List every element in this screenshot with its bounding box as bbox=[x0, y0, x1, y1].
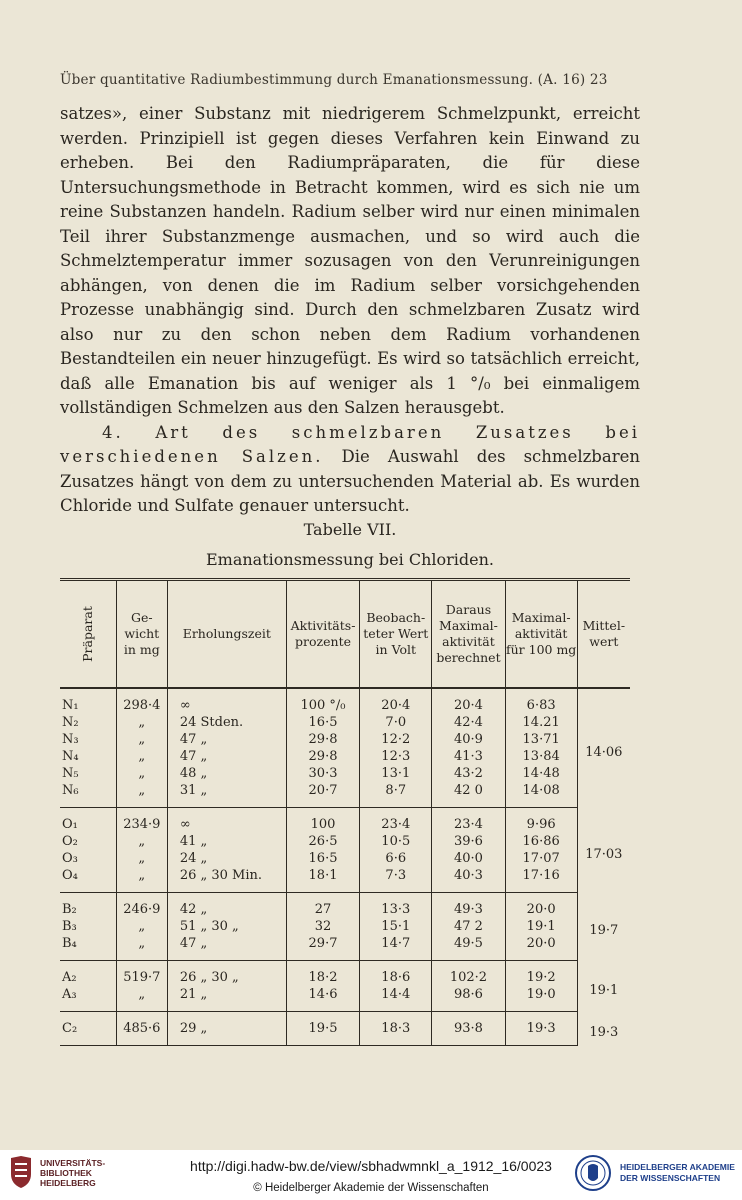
cell-max: 14·48 bbox=[505, 765, 577, 782]
cell-daraus: 98·6 bbox=[432, 986, 505, 1003]
cell-beob: 12·3 bbox=[360, 748, 432, 765]
table-row bbox=[60, 782, 630, 799]
table-row bbox=[60, 697, 630, 714]
cell-max: 19·0 bbox=[505, 986, 577, 1003]
cell-prep: B₃ bbox=[62, 919, 77, 934]
data-table bbox=[60, 578, 630, 1046]
cell-gew: „ bbox=[116, 850, 167, 867]
cell-prep: N₄ bbox=[62, 749, 79, 764]
group-end bbox=[60, 884, 630, 893]
cell-gew: „ bbox=[116, 867, 167, 884]
group-spacer bbox=[60, 808, 630, 817]
cell-daraus: 43·2 bbox=[432, 765, 505, 782]
table-row bbox=[60, 748, 630, 765]
cell-daraus: 39·6 bbox=[432, 833, 505, 850]
cell-daraus: 102·2 bbox=[432, 969, 505, 986]
cell-zeit: 24 „ bbox=[167, 850, 286, 867]
cell-prep: A₃ bbox=[62, 987, 77, 1002]
cell-prep: N₁ bbox=[62, 698, 79, 713]
cell-daraus: 47 2 bbox=[432, 918, 505, 935]
cell-gew: „ bbox=[116, 714, 167, 731]
cell-prep: N₅ bbox=[62, 766, 79, 781]
cell-max: 17·16 bbox=[505, 867, 577, 884]
cell-max: 20·0 bbox=[505, 901, 577, 918]
cell-gew: 485·6 bbox=[116, 1020, 167, 1037]
header-erholungszeit: Erholungszeit bbox=[167, 580, 286, 689]
cell-prep: B₂ bbox=[62, 902, 77, 917]
cell-gew: 298·4 bbox=[116, 697, 167, 714]
cell-mittelwert: 19·1 bbox=[577, 969, 630, 1012]
table-row bbox=[60, 918, 630, 935]
cell-mittelwert: 19·3 bbox=[577, 1020, 630, 1046]
group-spacer bbox=[60, 961, 630, 970]
cell-akt: 16·5 bbox=[286, 850, 360, 867]
cell-prep: N₂ bbox=[62, 715, 79, 730]
table-row bbox=[60, 1020, 630, 1037]
table-row bbox=[60, 850, 630, 867]
cell-akt: 29·8 bbox=[286, 748, 360, 765]
cell-akt: 19·5 bbox=[286, 1020, 360, 1037]
cell-gew: „ bbox=[116, 986, 167, 1003]
section-heading-4: 4. Art des schmelzbaren Zusatzes bei verschiedenen Salzen. bbox=[60, 422, 640, 466]
cell-max: 6·83 bbox=[505, 697, 577, 714]
cell-gew: „ bbox=[116, 782, 167, 799]
table-row bbox=[60, 714, 630, 731]
cell-daraus: 20·4 bbox=[432, 697, 505, 714]
cell-beob: 20·4 bbox=[360, 697, 432, 714]
cell-max: 17·07 bbox=[505, 850, 577, 867]
cell-akt: 18·2 bbox=[286, 969, 360, 986]
cell-daraus: 23·4 bbox=[432, 816, 505, 833]
academy-seal-icon bbox=[574, 1154, 612, 1192]
cell-gew: 234·9 bbox=[116, 816, 167, 833]
cell-beob: 18·6 bbox=[360, 969, 432, 986]
header-mittel: Mittel- wert bbox=[577, 580, 630, 689]
cell-prep: O₃ bbox=[62, 851, 78, 866]
cell-akt: 30·3 bbox=[286, 765, 360, 782]
cell-max: 14·08 bbox=[505, 782, 577, 799]
body-text bbox=[60, 102, 640, 519]
header-gewicht: Ge- wicht in mg bbox=[116, 580, 167, 689]
table-title: Tabelle VII. bbox=[303, 520, 397, 539]
cell-zeit: 42 „ bbox=[167, 901, 286, 918]
paragraph-1: satzes», einer Substanz mit niedrigerem Schmelzpunkt, erreicht werden. Prinzipiell ist gegen dieses Verfahren kein Einwand zu erheben. Bei den Radiumpräparaten, die für diese Untersuchungsmethode in Betracht kommen, wird es sich nie um reine Substanzen handeln. Radium selber wird nur einen minimalen Teil ihrer Substanzmenge ausmachen, und so wird auch die Schmelztemperatur immer sozusagen von den Verunreinigungen abhängen, von denen die im Radium selber vorsichgehenden Prozesse unabhängig sind. Durch den schmelzbaren Zusatz wird also nur zu den schon neben dem Radium vorhandenen Bestandteilen ein neuer hinzugefügt. Es wird so tatsächlich erreicht, daß alle Emanation bis auf weniger als 1 °/₀ bei einmaligem vollständigen Schmelzen aus den Salzen herausgebt. bbox=[60, 104, 640, 417]
cell-akt: 32 bbox=[286, 918, 360, 935]
cell-beob: 10·5 bbox=[360, 833, 432, 850]
cell-mittelwert: 14·06 bbox=[577, 697, 630, 808]
cell-prep: N₃ bbox=[62, 732, 79, 747]
cell-gew: „ bbox=[116, 765, 167, 782]
cell-akt: 16·5 bbox=[286, 714, 360, 731]
cell-max: 19·3 bbox=[505, 1020, 577, 1037]
group-end bbox=[60, 1003, 630, 1012]
cell-gew: „ bbox=[116, 935, 167, 952]
group-end bbox=[60, 1037, 630, 1046]
table-body bbox=[60, 688, 630, 1046]
cell-max: 13·71 bbox=[505, 731, 577, 748]
table-row bbox=[60, 935, 630, 952]
cell-akt: 14·6 bbox=[286, 986, 360, 1003]
cell-max: 19·2 bbox=[505, 969, 577, 986]
cell-beob: 15·1 bbox=[360, 918, 432, 935]
cell-zeit: 41 „ bbox=[167, 833, 286, 850]
cell-mittelwert: 19·7 bbox=[577, 901, 630, 961]
cell-gew: „ bbox=[116, 918, 167, 935]
cell-zeit: 24 Stden. bbox=[167, 714, 286, 731]
cell-prep: O₄ bbox=[62, 868, 78, 883]
cell-prep: C₂ bbox=[62, 1021, 78, 1036]
cell-zeit: 31 „ bbox=[167, 782, 286, 799]
cell-gew: „ bbox=[116, 748, 167, 765]
academy-text: HEIDELBERGER AKADEMIE DER WISSENSCHAFTEN bbox=[620, 1162, 735, 1183]
cell-max: 16·86 bbox=[505, 833, 577, 850]
cell-mittelwert: 17·03 bbox=[577, 816, 630, 893]
cell-beob: 12·2 bbox=[360, 731, 432, 748]
cell-zeit: 48 „ bbox=[167, 765, 286, 782]
cell-prep: O₁ bbox=[62, 817, 78, 832]
cell-akt: 100 °/₀ bbox=[286, 697, 360, 714]
cell-prep: O₂ bbox=[62, 834, 78, 849]
cell-beob: 6·6 bbox=[360, 850, 432, 867]
header-daraus: Daraus Maximal- aktivität berechnet bbox=[432, 580, 505, 689]
cell-gew: „ bbox=[116, 833, 167, 850]
cell-daraus: 40·3 bbox=[432, 867, 505, 884]
paragraph-2 bbox=[60, 421, 640, 519]
cell-daraus: 93·8 bbox=[432, 1020, 505, 1037]
cell-akt: 26·5 bbox=[286, 833, 360, 850]
table-row bbox=[60, 833, 630, 850]
table-row bbox=[60, 969, 630, 986]
table-row bbox=[60, 816, 630, 833]
cell-daraus: 49·5 bbox=[432, 935, 505, 952]
cell-daraus: 40·9 bbox=[432, 731, 505, 748]
cell-akt: 29·8 bbox=[286, 731, 360, 748]
cell-beob: 14·7 bbox=[360, 935, 432, 952]
cell-akt: 20·7 bbox=[286, 782, 360, 799]
cell-beob: 7·3 bbox=[360, 867, 432, 884]
table-row bbox=[60, 901, 630, 918]
cell-daraus: 41·3 bbox=[432, 748, 505, 765]
table-row bbox=[60, 867, 630, 884]
paragraph-2-text: Die Auswahl des schmelzbaren Zusatzes hängt von dem zu untersuchenden Material ab. Es wurden Chloride und Sulfate genauer untersucht. bbox=[60, 447, 640, 515]
cell-zeit: 21 „ bbox=[167, 986, 286, 1003]
cell-prep: B₄ bbox=[62, 936, 77, 951]
cell-beob: 23·4 bbox=[360, 816, 432, 833]
permalink-url[interactable]: http://digi.hadw-bw.de/view/sbhadwmnkl_a_1912_16/0023 bbox=[190, 1158, 552, 1174]
cell-zeit: ∞ bbox=[167, 816, 286, 833]
footer-bar bbox=[0, 1150, 742, 1200]
header-praeparat: Präparat bbox=[60, 580, 116, 689]
cell-prep: N₆ bbox=[62, 783, 79, 798]
cell-zeit: ∞ bbox=[167, 697, 286, 714]
cell-beob: 8·7 bbox=[360, 782, 432, 799]
cell-zeit: 29 „ bbox=[167, 1020, 286, 1037]
group-spacer bbox=[60, 688, 630, 697]
running-head: Über quantitative Radiumbestimmung durch Emanationsmessung. (A. 16) 23 bbox=[60, 72, 608, 88]
cell-gew: 519·7 bbox=[116, 969, 167, 986]
cell-zeit: 26 „ 30 Min. bbox=[167, 867, 286, 884]
cell-zeit: 47 „ bbox=[167, 935, 286, 952]
cell-akt: 29·7 bbox=[286, 935, 360, 952]
cell-max: 19·1 bbox=[505, 918, 577, 935]
cell-max: 13·84 bbox=[505, 748, 577, 765]
header-beobachtet: Beobach- teter Wert in Volt bbox=[360, 580, 432, 689]
cell-max: 9·96 bbox=[505, 816, 577, 833]
group-end bbox=[60, 799, 630, 808]
cell-beob: 13·1 bbox=[360, 765, 432, 782]
cell-max: 14.21 bbox=[505, 714, 577, 731]
table-row bbox=[60, 986, 630, 1003]
cell-beob: 18·3 bbox=[360, 1020, 432, 1037]
cell-zeit: 47 „ bbox=[167, 748, 286, 765]
cell-prep: A₂ bbox=[62, 970, 77, 985]
header-maximal: Maximal- aktivität für 100 mg bbox=[505, 580, 577, 689]
table-subtitle: Emanationsmessung bei Chloriden. bbox=[205, 550, 494, 569]
cell-daraus: 49·3 bbox=[432, 901, 505, 918]
cell-zeit: 51 „ 30 „ bbox=[167, 918, 286, 935]
cell-akt: 18·1 bbox=[286, 867, 360, 884]
table-row bbox=[60, 731, 630, 748]
cell-daraus: 40·0 bbox=[432, 850, 505, 867]
table-row bbox=[60, 765, 630, 782]
university-library-text: UNIVERSITÄTS- BIBLIOTHEK HEIDELBERG bbox=[40, 1158, 106, 1188]
cell-zeit: 47 „ bbox=[167, 731, 286, 748]
cell-gew: 246·9 bbox=[116, 901, 167, 918]
group-end bbox=[60, 952, 630, 961]
copyright-notice: © Heidelberger Akademie der Wissenschaften bbox=[253, 1182, 489, 1194]
cell-daraus: 42 0 bbox=[432, 782, 505, 799]
cell-max: 20·0 bbox=[505, 935, 577, 952]
cell-akt: 27 bbox=[286, 901, 360, 918]
cell-beob: 14·4 bbox=[360, 986, 432, 1003]
cell-daraus: 42·4 bbox=[432, 714, 505, 731]
cell-akt: 100 bbox=[286, 816, 360, 833]
cell-zeit: 26 „ 30 „ bbox=[167, 969, 286, 986]
group-spacer bbox=[60, 1012, 630, 1021]
cell-beob: 13·3 bbox=[360, 901, 432, 918]
header-aktivitaet: Aktivitäts- prozente bbox=[286, 580, 360, 689]
cell-beob: 7·0 bbox=[360, 714, 432, 731]
cell-gew: „ bbox=[116, 731, 167, 748]
group-spacer bbox=[60, 893, 630, 902]
